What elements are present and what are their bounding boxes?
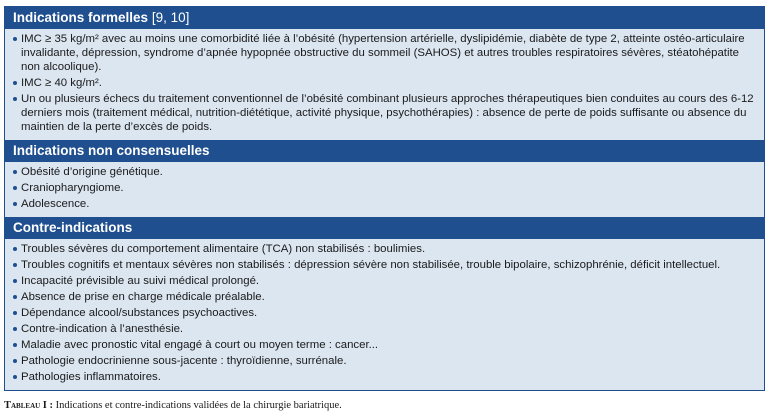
list-item — [13, 165, 756, 179]
section-header — [5, 140, 764, 162]
list-item — [13, 197, 756, 211]
list-item — [13, 338, 756, 352]
bullet-icon — [13, 37, 17, 41]
list-item — [13, 242, 756, 256]
item-list — [13, 32, 756, 134]
section-title: Indications formelles — [13, 10, 149, 25]
list-item — [13, 306, 756, 320]
list-item — [13, 76, 756, 90]
list-item-text: Un ou plusieurs échecs du traitement conventionnel de l’obésité combinant plusieurs approches thérapeutiques bien conduites au cours des 6-12 derniers mois (traitement médical, nutrition-diététique, activité physique, psychothérapies) : absence de perte de poids suffisante ou absence du maintien de la perte d’excès de poids. — [21, 93, 754, 133]
item-list — [13, 242, 756, 384]
list-item — [13, 258, 756, 272]
table-sections — [5, 7, 764, 390]
bullet-icon — [13, 81, 17, 85]
list-item — [13, 274, 756, 288]
bullet-icon — [13, 186, 17, 190]
list-item-text: Absence de prise en charge médicale préalable. — [21, 291, 265, 303]
bullet-icon — [13, 359, 17, 363]
section-refs: [9, 10] — [151, 10, 190, 25]
section-body — [5, 239, 764, 390]
list-item — [13, 181, 756, 195]
list-item-text: Pathologies inflammatoires. — [21, 371, 161, 383]
caption-text: Indications et contre-indications validées de la chirurgie bariatrique. — [53, 400, 342, 411]
list-item — [13, 354, 756, 368]
bullet-icon — [13, 311, 17, 315]
bullet-icon — [13, 327, 17, 331]
table-caption — [4, 400, 342, 411]
bullet-icon — [13, 97, 17, 101]
list-item-text: Troubles cognitifs et mentaux sévères non stabilisés : dépression sévère non stabilisée, trouble bipolaire, schizophrénie, déficit intellectuel. — [21, 259, 721, 271]
bullet-icon — [13, 295, 17, 299]
section-title: Contre-indications — [13, 220, 133, 235]
list-item — [13, 322, 756, 336]
bullet-icon — [13, 343, 17, 347]
caption-label: Tableau I : — [4, 400, 54, 411]
list-item-text: Incapacité prévisible au suivi médical prolongé. — [21, 275, 260, 287]
list-item-text: IMC ≥ 35 kg/m² avec au moins une comorbidité liée à l’obésité (hypertension artérielle, dyslipidémie, diabète de type 2, atteinte ostéo-articulaire invalidante, dépression, syndrome d’apnée hypopnée obstructive du sommeil (SAHOS) et autres troubles respiratoires sévères, stéatohépatite non alcoolique). — [21, 33, 745, 73]
indications-table — [4, 6, 765, 391]
bullet-icon — [13, 375, 17, 379]
list-item — [13, 32, 756, 74]
bullet-icon — [13, 170, 17, 174]
list-item — [13, 370, 756, 384]
list-item-text: Contre-indication à l’anesthésie. — [21, 323, 184, 335]
section-title: Indications non consensuelles — [13, 143, 210, 158]
list-item-text: Maladie avec pronostic vital engagé à court ou moyen terme : cancer... — [21, 339, 379, 351]
list-item-text: Adolescence. — [21, 198, 90, 210]
section-body — [5, 162, 764, 217]
list-item-text: Obésité d’origine génétique. — [21, 166, 163, 178]
bullet-icon — [13, 202, 17, 206]
bullet-icon — [13, 263, 17, 267]
bullet-icon — [13, 247, 17, 251]
section-header — [5, 217, 764, 239]
list-item-text: IMC ≥ 40 kg/m². — [21, 77, 102, 89]
list-item — [13, 290, 756, 304]
section-body — [5, 29, 764, 140]
list-item-text: Troubles sévères du comportement alimentaire (TCA) non stabilisés : boulimies. — [21, 243, 426, 255]
bullet-icon — [13, 279, 17, 283]
list-item-text: Dépendance alcool/substances psychoactives. — [21, 307, 258, 319]
list-item-text: Craniopharyngiome. — [21, 182, 124, 194]
section-header — [5, 7, 764, 29]
list-item-text: Pathologie endocrinienne sous-jacente : thyroïdienne, surrénale. — [21, 355, 347, 367]
list-item — [13, 92, 756, 134]
item-list — [13, 165, 756, 211]
